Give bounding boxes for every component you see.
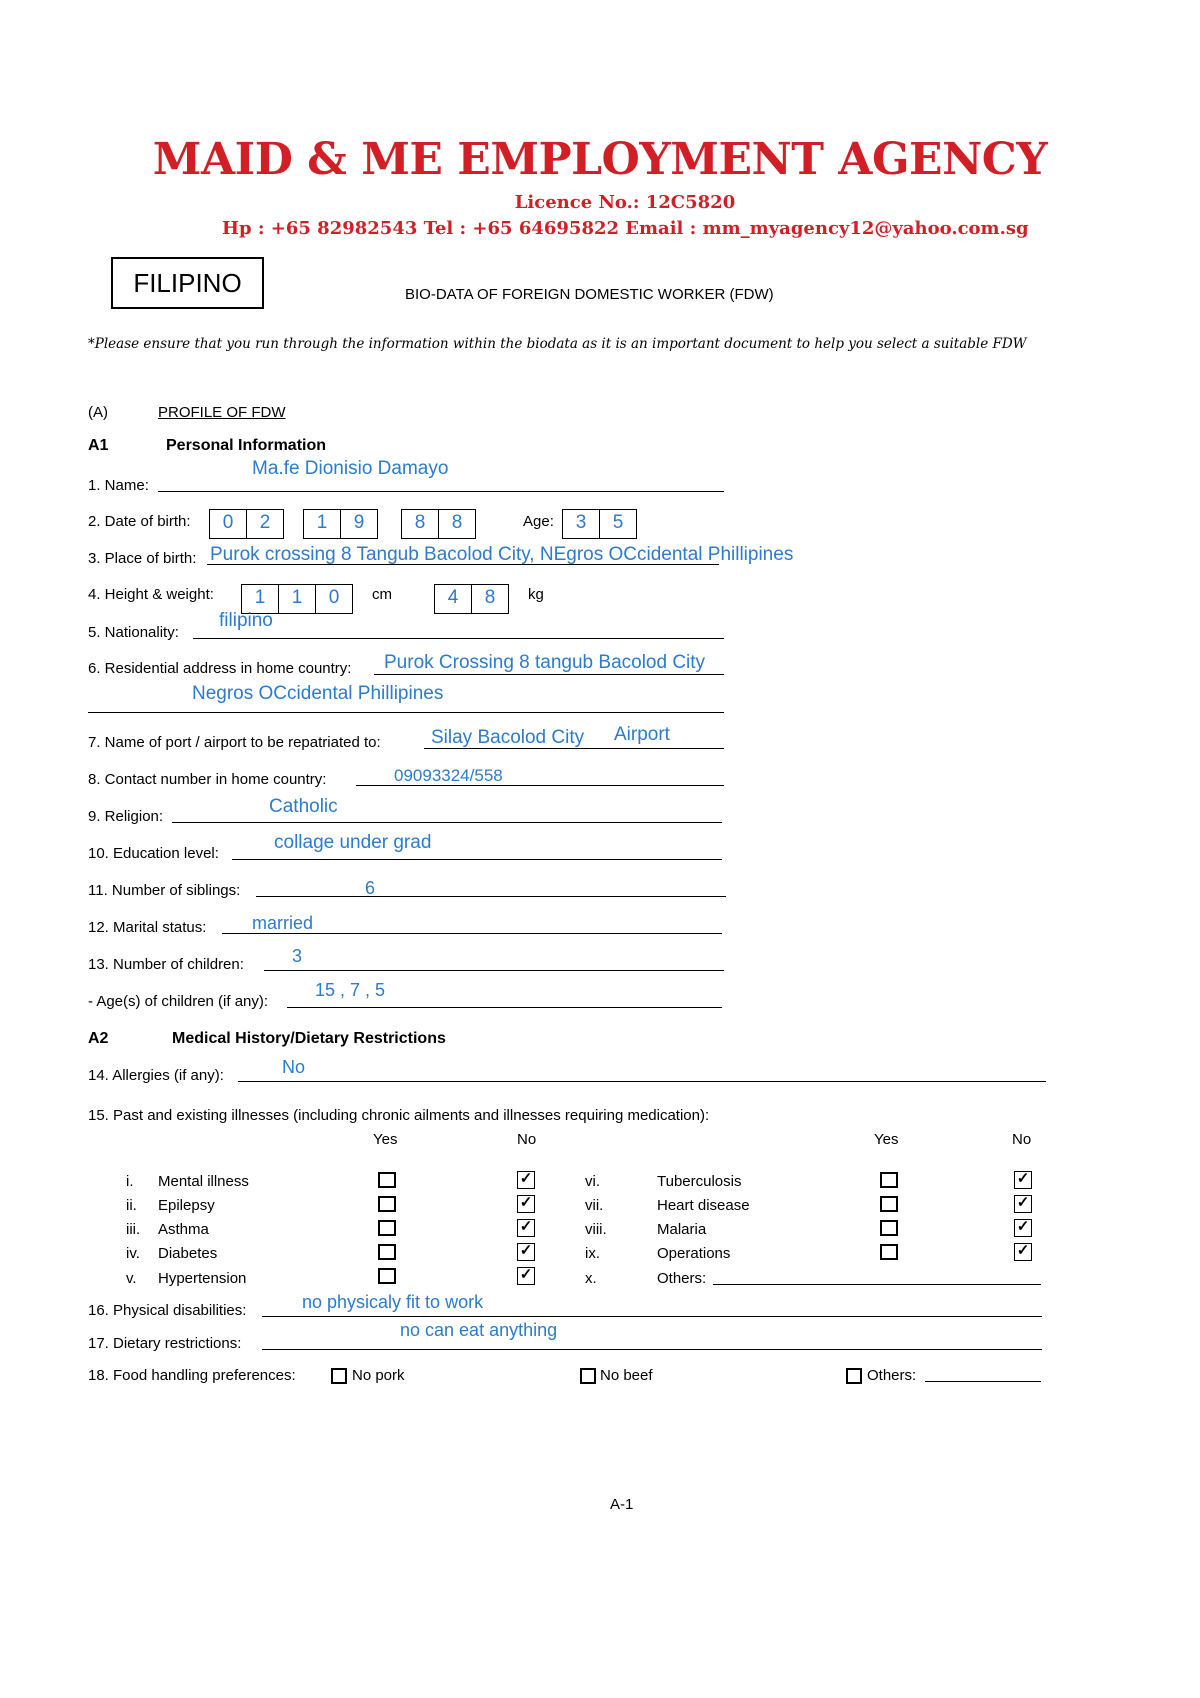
contact-label: 8. Contact number in home country:: [88, 771, 327, 788]
physical-value[interactable]: no physicaly fit to work: [302, 1292, 484, 1312]
food-others-checkbox[interactable]: [846, 1368, 862, 1384]
dietary-line: [262, 1349, 1042, 1350]
illness-num: vi.: [585, 1173, 600, 1190]
heart-disease-yes-checkbox[interactable]: [880, 1196, 898, 1212]
heart-disease-no-checkbox[interactable]: [1014, 1195, 1032, 1213]
illness-asthma: Asthma: [158, 1221, 209, 1238]
illness-num: x.: [585, 1270, 597, 1287]
height-weight-label: 4. Height & weight:: [88, 586, 214, 603]
illness-heart-disease: Heart disease: [657, 1197, 750, 1214]
illnesses-label: 15. Past and existing illnesses (including chronic ailments and illnesses requiring medication):: [88, 1107, 710, 1124]
dietary-value[interactable]: no can eat anything: [400, 1320, 558, 1340]
place-of-birth-value[interactable]: Purok crossing 8 Tangub Bacolod City, NEgros OCcidental Phillipines: [210, 544, 794, 565]
address-value-2[interactable]: Negros OCcidental Phillipines: [192, 683, 444, 704]
illness-left-no-header: No: [517, 1131, 537, 1148]
illness-num: i.: [126, 1173, 134, 1190]
dob-label: 2. Date of birth:: [88, 513, 191, 530]
siblings-line: [256, 896, 726, 897]
religion-line: [172, 822, 722, 823]
dob-month-1[interactable]: 1: [303, 509, 341, 539]
illness-left-yes-header: Yes: [373, 1131, 398, 1148]
address-line-2: [88, 712, 724, 713]
address-label: 6. Residential address in home country:: [88, 660, 352, 677]
port-value[interactable]: Silay Bacolod City: [431, 727, 585, 748]
form-title: BIO-DATA OF FOREIGN DOMESTIC WORKER (FDW): [405, 286, 774, 303]
children-label: 13. Number of children:: [88, 956, 244, 973]
address-line-1: [374, 674, 724, 675]
illness-num: ix.: [585, 1245, 600, 1262]
a2-num: A2: [88, 1030, 109, 1047]
illness-tuberculosis: Tuberculosis: [657, 1173, 742, 1190]
age-digit-2[interactable]: 5: [599, 509, 637, 539]
asthma-yes-checkbox[interactable]: [378, 1220, 396, 1236]
illness-others-label: Others:: [657, 1270, 707, 1287]
a1-title: Personal Information: [166, 437, 327, 454]
diabetes-no-checkbox[interactable]: [517, 1243, 535, 1261]
allergies-label: 14. Allergies (if any):: [88, 1067, 224, 1084]
epilepsy-no-checkbox[interactable]: [517, 1195, 535, 1213]
siblings-value[interactable]: 6: [365, 878, 376, 898]
no-beef-label: No beef: [600, 1367, 653, 1384]
instruction-note: *Please ensure that you run through the information within the biodata as it is an important document to help you select a suitable FDW: [88, 336, 1027, 352]
operations-no-checkbox[interactable]: [1014, 1243, 1032, 1261]
illness-num: ii.: [126, 1197, 137, 1214]
illness-hypertension: Hypertension: [158, 1270, 247, 1287]
mental-no-checkbox[interactable]: [517, 1171, 535, 1189]
mental-yes-checkbox[interactable]: [378, 1172, 396, 1188]
allergies-value[interactable]: No: [282, 1057, 306, 1077]
children-value[interactable]: 3: [292, 946, 303, 966]
port-label: 7. Name of port / airport to be repatriated to:: [88, 734, 381, 751]
allergies-line: [238, 1081, 1046, 1082]
children-ages-line: [287, 1007, 722, 1008]
dob-day-2[interactable]: 2: [246, 509, 284, 539]
education-line: [232, 859, 722, 860]
operations-yes-checkbox[interactable]: [880, 1244, 898, 1260]
illness-diabetes: Diabetes: [158, 1245, 218, 1262]
agency-contact: Hp : +65 82982543 Tel : +65 64695822 Email : mm_myagency12@yahoo.com.sg: [222, 218, 1029, 239]
illness-num: vii.: [585, 1197, 604, 1214]
hypertension-no-checkbox[interactable]: [517, 1267, 535, 1285]
illness-operations: Operations: [657, 1245, 731, 1262]
a1-num: A1: [88, 437, 109, 454]
physical-label: 16. Physical disabilities:: [88, 1302, 247, 1319]
diabetes-yes-checkbox[interactable]: [378, 1244, 396, 1260]
section-a-title: PROFILE OF FDW: [158, 404, 286, 421]
height-digit-1[interactable]: 1: [241, 584, 279, 614]
licence-number: Licence No.: 12C5820: [514, 192, 736, 213]
children-ages-label: - Age(s) of children (if any):: [88, 993, 269, 1010]
address-value-1[interactable]: Purok Crossing 8 tangub Bacolod City: [384, 652, 706, 673]
illness-num: viii.: [585, 1221, 607, 1238]
a2-title: Medical History/Dietary Restrictions: [172, 1030, 446, 1047]
hypertension-yes-checkbox[interactable]: [378, 1268, 396, 1284]
illness-others-line[interactable]: [713, 1284, 1041, 1285]
illness-num: v.: [126, 1270, 137, 1287]
no-pork-label: No pork: [352, 1367, 405, 1384]
agency-title: MAID & ME EMPLOYMENT AGENCY: [152, 134, 1048, 185]
physical-line: [262, 1316, 1042, 1317]
malaria-no-checkbox[interactable]: [1014, 1219, 1032, 1237]
illness-right-no-header: No: [1012, 1131, 1032, 1148]
epilepsy-yes-checkbox[interactable]: [378, 1196, 396, 1212]
illness-malaria: Malaria: [657, 1221, 707, 1238]
illness-num: iii.: [126, 1221, 141, 1238]
nationality-tag-text: FILIPINO: [133, 268, 242, 298]
section-a-num: (A): [88, 404, 108, 421]
dietary-label: 17. Dietary restrictions:: [88, 1335, 242, 1352]
nationality-value[interactable]: filipino: [219, 610, 273, 631]
contact-value[interactable]: 09093324/558: [394, 766, 503, 785]
illness-right-yes-header: Yes: [874, 1131, 899, 1148]
name-value[interactable]: Ma.fe Dionisio Damayo: [252, 458, 449, 479]
weight-digit-1[interactable]: 4: [434, 584, 472, 614]
height-digit-2[interactable]: 1: [278, 584, 316, 614]
nationality-tag: [111, 257, 264, 309]
illness-num: iv.: [126, 1245, 140, 1262]
no-beef-checkbox[interactable]: [580, 1368, 596, 1384]
height-digit-3[interactable]: 0: [315, 584, 353, 614]
name-line: [158, 491, 724, 492]
siblings-label: 11. Number of siblings:: [88, 882, 241, 899]
height-unit: cm: [372, 586, 392, 603]
marital-value[interactable]: married: [252, 913, 314, 933]
no-pork-checkbox[interactable]: [331, 1368, 347, 1384]
page-number: A-1: [610, 1496, 634, 1513]
food-others-line[interactable]: [925, 1381, 1041, 1382]
children-ages-value[interactable]: 15 , 7 , 5: [315, 980, 386, 1000]
dob-day-1[interactable]: 0: [209, 509, 247, 539]
dob-month-2[interactable]: 9: [340, 509, 378, 539]
food-others-label: Others:: [867, 1367, 917, 1384]
education-label: 10. Education level:: [88, 845, 219, 862]
nationality-line: [193, 638, 724, 639]
nationality-label: 5. Nationality:: [88, 624, 179, 641]
religion-value[interactable]: Catholic: [269, 796, 338, 817]
dob-year-1[interactable]: 8: [401, 509, 439, 539]
asthma-no-checkbox[interactable]: [517, 1219, 535, 1237]
tuberculosis-no-checkbox[interactable]: [1014, 1171, 1032, 1189]
weight-unit: kg: [528, 586, 544, 603]
illness-mental: Mental illness: [158, 1173, 249, 1190]
illness-epilepsy: Epilepsy: [158, 1197, 215, 1214]
age-digit-1[interactable]: 3: [562, 509, 600, 539]
marital-label: 12. Marital status:: [88, 919, 207, 936]
weight-digit-2[interactable]: 8: [471, 584, 509, 614]
education-value[interactable]: collage under grad: [274, 832, 432, 853]
malaria-yes-checkbox[interactable]: [880, 1220, 898, 1236]
place-of-birth-label: 3. Place of birth:: [88, 550, 197, 567]
children-line: [264, 970, 724, 971]
age-label: Age:: [523, 513, 554, 530]
dob-year-2[interactable]: 8: [438, 509, 476, 539]
religion-label: 9. Religion:: [88, 808, 164, 825]
port-value-2[interactable]: Airport: [614, 724, 670, 745]
name-label: 1. Name:: [88, 477, 149, 494]
tuberculosis-yes-checkbox[interactable]: [880, 1172, 898, 1188]
food-label: 18. Food handling preferences:: [88, 1367, 296, 1384]
